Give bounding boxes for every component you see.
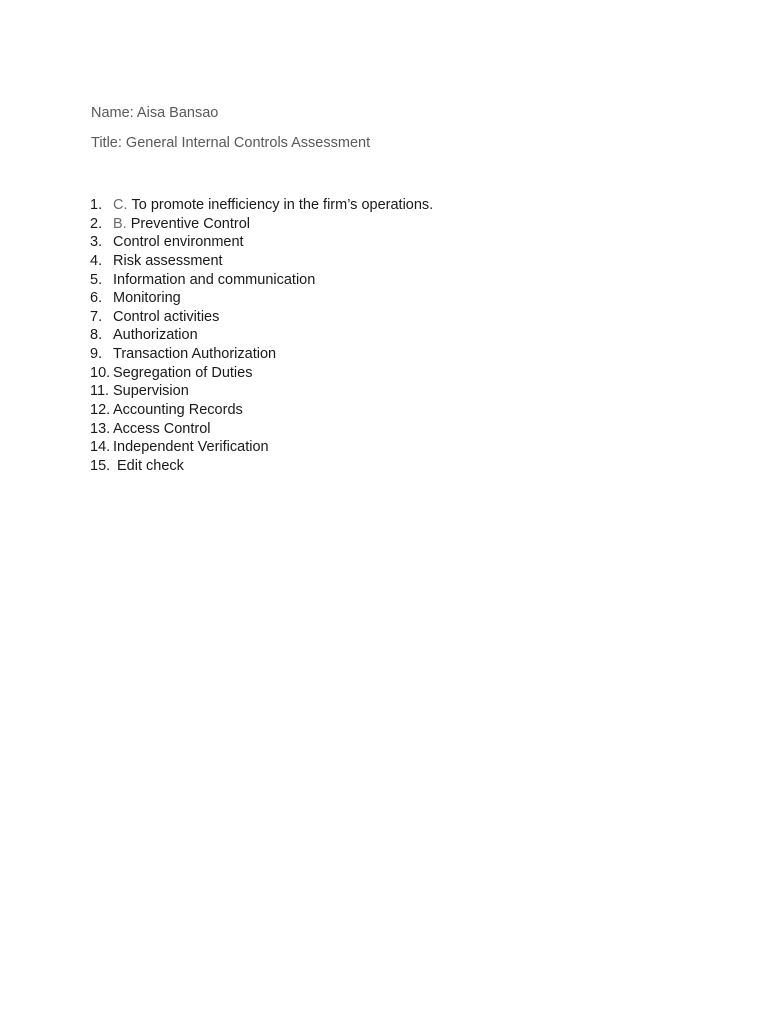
item-number: 9. — [90, 346, 103, 363]
student-name: Name: Aisa Bansao — [91, 105, 219, 121]
list-item — [90, 326, 433, 345]
item-number: 4. — [90, 252, 103, 269]
answer-text: Supervision — [113, 383, 189, 400]
answer-text: Control environment — [113, 234, 244, 251]
answer-list — [90, 196, 433, 476]
answer-text: Accounting Records — [113, 402, 243, 419]
list-item — [90, 401, 433, 420]
item-number: 11. — [90, 383, 110, 400]
list-item — [90, 345, 433, 364]
answer-text: Preventive Control — [130, 215, 250, 232]
answer-text: Segregation of Duties — [113, 364, 253, 381]
answer-text: Access Control — [113, 420, 211, 437]
list-item — [90, 364, 433, 383]
answer-text: Control activities — [113, 308, 220, 325]
answer-text: Risk assessment — [113, 252, 223, 269]
list-item — [90, 308, 433, 327]
answer-text: Authorization — [113, 327, 198, 344]
answer-text: Monitoring — [113, 290, 181, 307]
list-item — [90, 420, 433, 439]
item-number: 15. — [90, 457, 111, 474]
list-item — [90, 233, 433, 252]
choice-letter: C. — [113, 197, 128, 213]
item-number: 12. — [90, 402, 111, 419]
item-number: 1. — [90, 197, 103, 213]
list-item — [90, 457, 433, 476]
item-number: 6. — [90, 290, 103, 307]
list-item — [90, 382, 433, 401]
list-item — [90, 271, 433, 290]
item-number: 14. — [90, 439, 111, 456]
item-number: 3. — [90, 234, 103, 251]
answer-text: Information and communication — [113, 271, 316, 288]
item-number: 13. — [90, 420, 111, 437]
answer-text: Independent Verification — [113, 439, 269, 456]
list-item — [90, 196, 433, 215]
item-number: 7. — [90, 308, 103, 325]
item-number: 5. — [90, 271, 103, 288]
answer-text: To promote inefficiency in the firm’s operations. — [131, 197, 434, 213]
answer-text: Transaction Authorization — [113, 346, 277, 363]
item-number: 2. — [90, 215, 103, 232]
answer-text: Edit check — [117, 457, 184, 474]
item-number: 10. — [90, 364, 111, 381]
list-item — [90, 438, 433, 457]
list-item — [90, 289, 433, 308]
document-title: Title: General Internal Controls Assessment — [91, 135, 371, 151]
choice-letter: B. — [113, 215, 127, 232]
list-item — [90, 215, 433, 234]
list-item — [90, 252, 433, 271]
item-number: 8. — [90, 327, 103, 344]
